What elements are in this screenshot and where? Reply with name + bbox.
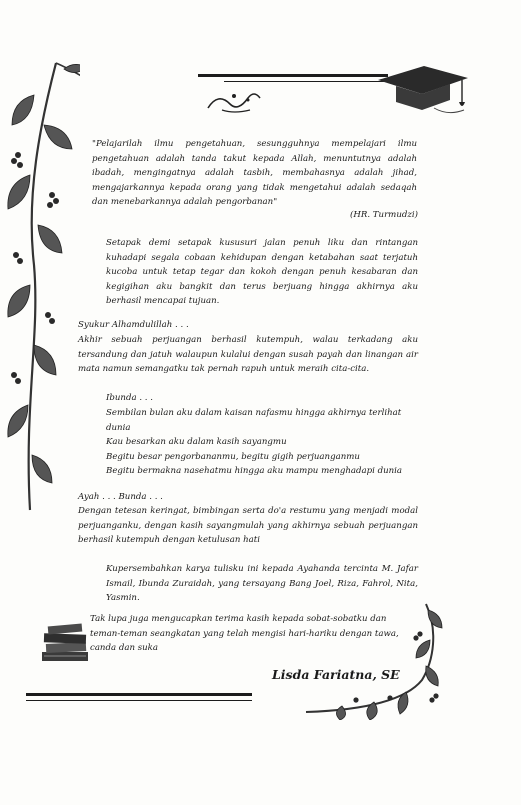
motto-paragraph: Setapak demi setapak kususuri jalan penuh liku dan rintangan kuhadapi segala cobaan kehidupan dengan ketabahan saat terjatuh kucoba untuk tetap tegar dan kokoh dengan penuh kesabaran dan kegigihan aku bangkit dan terus berjuang hingga akhirnya aku berhasil mencapai tujuan. <box>106 238 418 307</box>
top-rule-thin <box>224 81 388 82</box>
calligraphy-ornament <box>204 88 264 116</box>
bottom-rule-thick <box>26 693 252 696</box>
parents-body: Dengan tetesan keringat, bimbingan serta do'a restumu yang menjadi modal perjuanganku, dengan kasih sayangmulah yang akhirnya sebuah perjuangan berhasil kutempuh dengan ketulusan hati <box>78 506 418 546</box>
gratitude-body: Akhir sebuah perjuangan berhasil kutempuh, walau terkadang aku tersandung dan jatuh walaupun kulalui dengan susah payah dan linangan air mata namun semangatku tak pernah rapuh untuk meraih cita-cita. <box>78 335 418 375</box>
mother-line: Begitu besar pengorbananmu, begitu gigih perjuanganmu <box>106 452 360 462</box>
bottom-rule-thin <box>26 700 252 701</box>
parents-heading: Ayah . . . Bunda . . . <box>78 492 163 502</box>
top-rule-thick <box>198 74 388 77</box>
thanks-paragraph: Tak lupa juga mengucapkan terima kasih kepada sobat-sobatku dan teman-teman seangkatan yang telah mengisi hari-hariku dengan tawa, canda dan suka <box>90 614 399 654</box>
mother-line: Begitu bermakna nasehatmu hingga aku mampu menghadapi dunia <box>106 466 403 476</box>
author-signature: Lisda Fariatna, SE <box>272 667 400 682</box>
gratitude-heading: Syukur Alhamdulillah . . . <box>78 320 189 330</box>
mother-heading: Ibunda . . . <box>106 393 153 403</box>
dedication-paragraph: Kupersembahkan karya tulisku ini kepada Ayahanda tercinta M. Jafar Ismail, Ibunda Zuraidah, yang tersayang Bang Joel, Riza, Fahrol, Nita, Yasmin. <box>106 564 418 604</box>
graduation-cap-icon <box>372 62 472 124</box>
quote-source: (HR. Turmudzi) <box>350 210 418 220</box>
vine-border-left <box>0 55 80 515</box>
books-stack-icon <box>38 618 94 666</box>
opening-quote: "Pelajarilah ilmu pengetahuan, sesungguhnya mempelajari ilmu pengetahuan adalah tanda takut kepada Allah, menuntutnya adalah ibadah, mengingatnya adalah tasbih, membahasnya adalah jihad, mengajarkannya kepada orang yang tidak mengetahui adalah sedaqah dan menebarkannya adalah pengorbanan" <box>92 139 417 208</box>
mother-line: Kau besarkan aku dalam kasih sayangmu <box>106 437 287 447</box>
mother-line: Sembilan bulan aku dalam kaisan nafasmu hingga akhirnya terlihat dunia <box>106 408 402 433</box>
vine-border-bottom-right <box>296 600 446 720</box>
